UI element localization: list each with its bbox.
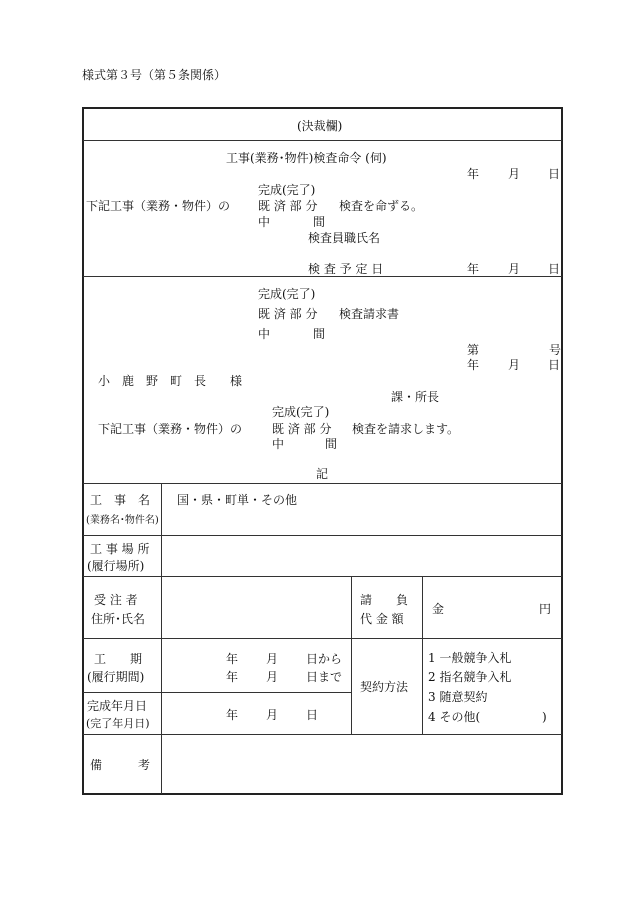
order-scheduled-year: 年 (467, 262, 480, 276)
period-from-month: 月 (266, 652, 279, 666)
order-completion: 完成(完了) (258, 183, 316, 197)
request-date-day: 日 (548, 358, 561, 372)
order-middle-1: 中 (258, 215, 271, 229)
completion-year: 年 (226, 708, 239, 722)
order-scheduled-day: 日 (548, 262, 561, 276)
method-option-1: 1 一般競争入札 (428, 651, 512, 665)
work-name-sub: (業務名･物件名) (86, 515, 159, 526)
method-option-3: 3 随意契約 (428, 690, 488, 704)
completion-month: 月 (266, 708, 279, 722)
vertical-contract-left (351, 576, 352, 734)
method-option-4: 4 その他( (428, 710, 481, 724)
request-partial-2: 既 済 部 分 (272, 422, 332, 436)
period-to-day: 日まで (306, 670, 343, 684)
divider-work-name (83, 535, 562, 536)
work-name-value: 国・県・町単・その他 (177, 493, 298, 507)
completion-day: 日 (306, 708, 319, 722)
divider-order (83, 276, 562, 277)
order-subject: 下記工事（業務・物件）の (86, 199, 231, 213)
request-section-head: 課・所長 (391, 390, 440, 404)
remarks-label: 備 考 (90, 758, 151, 772)
location-label: 工 事 場 所 (90, 542, 150, 556)
request-subject: 下記工事（業務・物件）の (98, 422, 243, 436)
contract-amount-label-2: 代 金 額 (360, 612, 404, 626)
method-label: 契約方法 (360, 680, 409, 694)
request-number-go: 号 (549, 343, 562, 357)
request-middle-2-2: 間 (325, 437, 338, 451)
period-to-month: 月 (266, 670, 279, 684)
order-scheduled-month: 月 (508, 262, 521, 276)
vertical-contract-right (422, 576, 423, 734)
completion-sub: (完了年月日) (86, 717, 150, 730)
order-date-month: 月 (508, 167, 521, 181)
request-ki: 記 (316, 467, 329, 481)
completion-label: 完成年月日 (87, 699, 148, 713)
request-middle-1: 中 (258, 327, 271, 341)
work-name-label: 工 事 名 (90, 493, 151, 507)
order-title: 工事(業務･物件)検査命令 (伺) (226, 151, 387, 165)
amount-yen: 円 (539, 602, 552, 616)
amount-kin: 金 (432, 602, 445, 616)
request-partial: 既 済 部 分 (258, 307, 318, 321)
request-middle-2: 間 (313, 327, 326, 341)
order-inspector-label: 検査員職氏名 (308, 231, 381, 245)
request-date-month: 月 (508, 358, 521, 372)
request-number-dai: 第 (467, 343, 480, 357)
method-option-4-close: ) (542, 710, 547, 724)
order-scheduled-label: 検 査 予 定 日 (308, 262, 384, 276)
order-date-year: 年 (467, 167, 480, 181)
divider-contractor (83, 638, 562, 639)
form-number: 様式第３号（第５条関係） (82, 68, 227, 82)
period-sub: (履行期間) (87, 670, 145, 684)
divider-request (83, 483, 562, 484)
request-doc-title: 検査請求書 (339, 307, 400, 321)
request-date-year: 年 (467, 358, 480, 372)
period-to-year: 年 (226, 670, 239, 684)
method-option-2: 2 指名競争入札 (428, 670, 512, 684)
request-completion: 完成(完了) (258, 287, 316, 301)
period-from-year: 年 (226, 652, 239, 666)
divider-location (83, 576, 562, 577)
period-from-day: 日から (306, 652, 343, 666)
vertical-label-column (161, 483, 162, 794)
request-middle-2-1: 中 (272, 437, 285, 451)
request-addressee: 小 鹿 野 町 長 様 (98, 374, 243, 388)
contractor-sub: 住所･氏名 (91, 612, 146, 626)
divider-completion (83, 734, 562, 735)
contractor-label: 受 注 者 (94, 593, 138, 607)
divider-approval (83, 140, 562, 141)
period-label: 工 期 (94, 652, 143, 666)
order-command: 検査を命ずる。 (339, 199, 424, 213)
request-text: 検査を請求します。 (352, 422, 460, 436)
order-partial: 既 済 部 分 (258, 199, 318, 213)
approval-column-label: (決裁欄) (297, 119, 343, 133)
location-sub: (履行場所) (87, 559, 145, 573)
request-completion-2: 完成(完了) (272, 405, 330, 419)
divider-period (83, 692, 351, 693)
contract-amount-label-1: 請 負 (360, 593, 409, 607)
order-date-day: 日 (548, 167, 561, 181)
order-middle-2: 間 (313, 215, 326, 229)
